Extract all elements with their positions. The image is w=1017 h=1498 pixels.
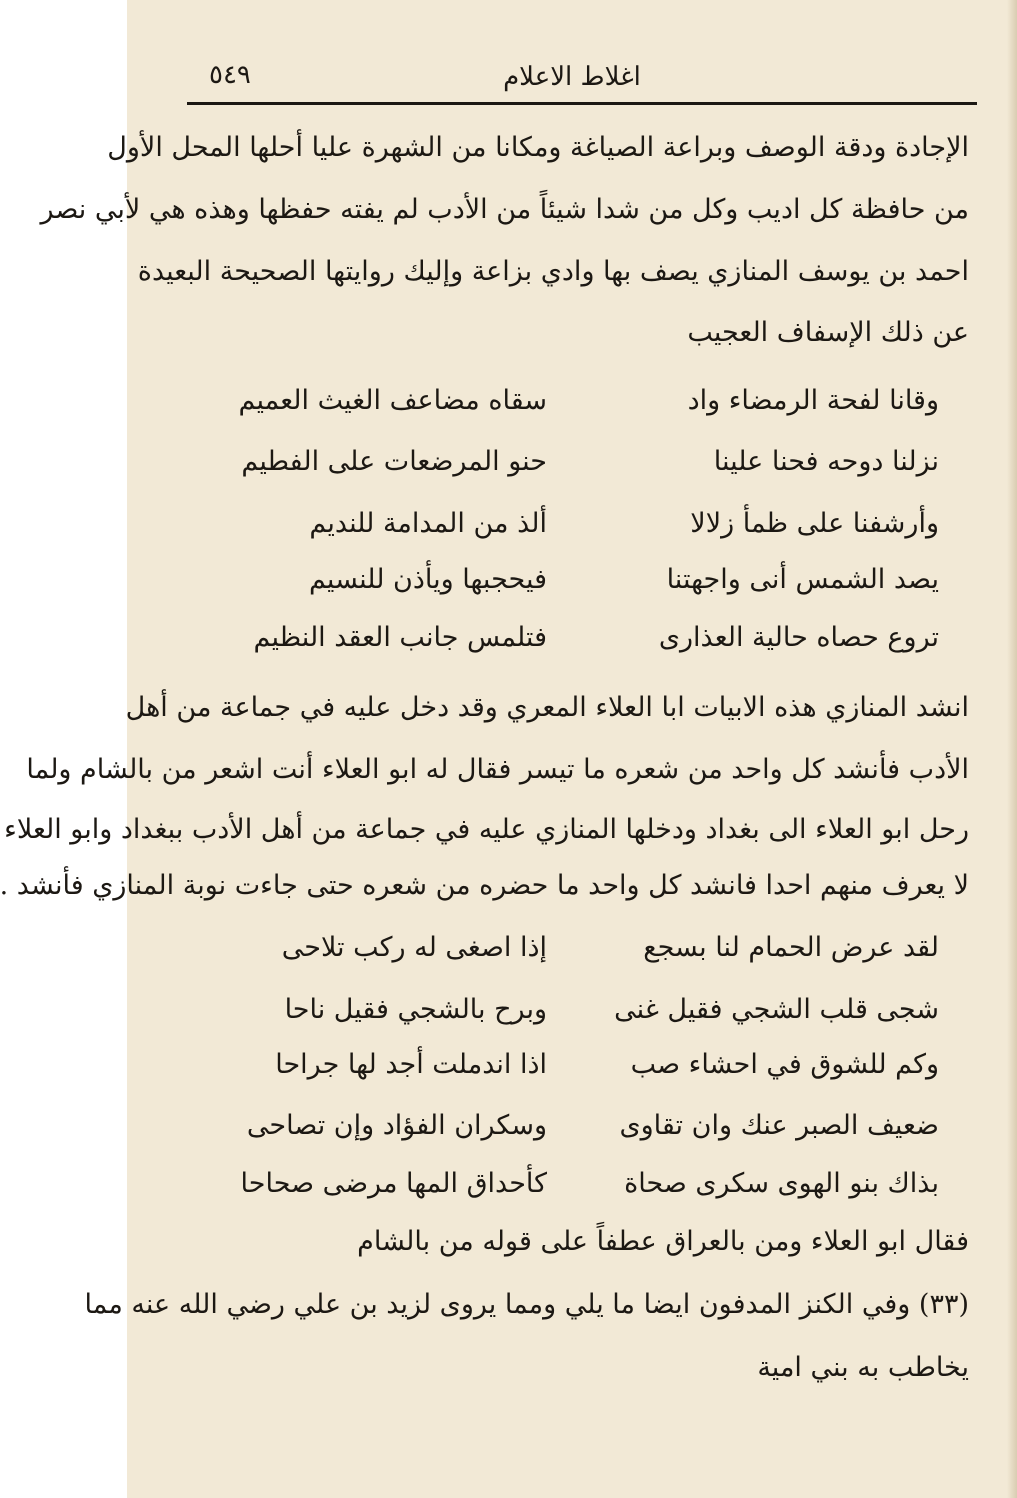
verse-second-hemistich: اذا اندملت أجد لها جراحا	[275, 1049, 547, 1080]
page-number: ٥٤٩	[209, 60, 251, 90]
paragraph-line: (٣٣) وفي الكنز المدفون ايضا ما يلي ومما يروى لزيد بن علي رضي الله عنه مما	[84, 1289, 969, 1320]
verse-second-hemistich: حنو المرضعات على الفطيم	[241, 446, 547, 477]
paragraph-line: احمد بن يوسف المنازي يصف بها وادي بزاعة وإليك روايتها الصحيحة البعيدة	[137, 256, 969, 287]
paragraph-line: رحل ابو العلاء الى بغداد ودخلها المنازي عليه في جماعة من أهل الأدب ببغداد وابو العلاء	[4, 814, 969, 845]
paragraph-line: من حافظة كل اديب وكل من شدا شيئاً من الأدب لم يفته حفظها وهذه هي لأبي نصر	[40, 194, 969, 225]
verse-second-hemistich: وسكران الفؤاد وإن تصاحى	[246, 1110, 547, 1141]
paragraph-line: الأدب فأنشد كل واحد من شعره ما تيسر فقال له ابو العلاء أنت اشعر من بالشام ولما	[26, 754, 969, 785]
paragraph-line: عن ذلك الإسفاف العجيب	[687, 317, 969, 348]
paragraph-line: يخاطب به بني امية	[757, 1352, 969, 1383]
verse-first-hemistich: ضعيف الصبر عنك وان تقاوى	[619, 1110, 939, 1141]
verse-first-hemistich: يصد الشمس أنى واجهتنا	[666, 564, 939, 595]
paragraph-line: انشد المنازي هذه الابيات ابا العلاء المعري وقد دخل عليه في جماعة من أهل	[125, 692, 969, 723]
verse-first-hemistich: شجى قلب الشجي فقيل غنى	[614, 994, 939, 1025]
paragraph-line: فقال ابو العلاء ومن بالعراق عطفاً على قوله من بالشام	[357, 1226, 969, 1257]
verse-second-hemistich: فيحجبها ويأذن للنسيم	[308, 564, 547, 595]
verse-first-hemistich: تروع حصاه حالية العذارى	[658, 622, 939, 653]
verse-first-hemistich: وكم للشوق في احشاء صب	[630, 1049, 939, 1080]
verse-second-hemistich: وبرح بالشجي فقيل ناحا	[284, 994, 547, 1025]
verse-second-hemistich: فتلمس جانب العقد النظيم	[253, 622, 547, 653]
verse-second-hemistich: ألذ من المدامة للنديم	[309, 508, 547, 539]
verse-first-hemistich: نزلنا دوحه فحنا علينا	[713, 446, 939, 477]
running-title: اغلاط الاعلام	[503, 62, 641, 92]
verse-second-hemistich: كأحداق المها مرضى صحاحا	[240, 1168, 547, 1199]
verse-second-hemistich: سقاه مضاعف الغيث العميم	[238, 385, 547, 416]
header-rule	[187, 102, 977, 105]
verse-first-hemistich: لقد عرض الحمام لنا بسجع	[643, 932, 939, 963]
paragraph-line: الإجادة ودقة الوصف وبراعة الصياغة ومكانا من الشهرة عليا أحلها المحل الأول	[107, 132, 969, 163]
verse-first-hemistich: وقانا لفحة الرمضاء واد	[687, 385, 939, 416]
paragraph-line: لا يعرف منهم احدا فانشد كل واحد ما حضره من شعره حتى جاءت نوبة المنازي فأنشد .	[0, 870, 969, 901]
verse-first-hemistich: وأرشفنا على ظمأ زلالا	[690, 508, 939, 539]
verse-first-hemistich: بذاك بنو الهوى سكرى صحاة	[624, 1168, 939, 1199]
verse-second-hemistich: إذا اصغى له ركب تلاحى	[281, 932, 547, 963]
page-edge-shadow	[1007, 0, 1017, 1498]
